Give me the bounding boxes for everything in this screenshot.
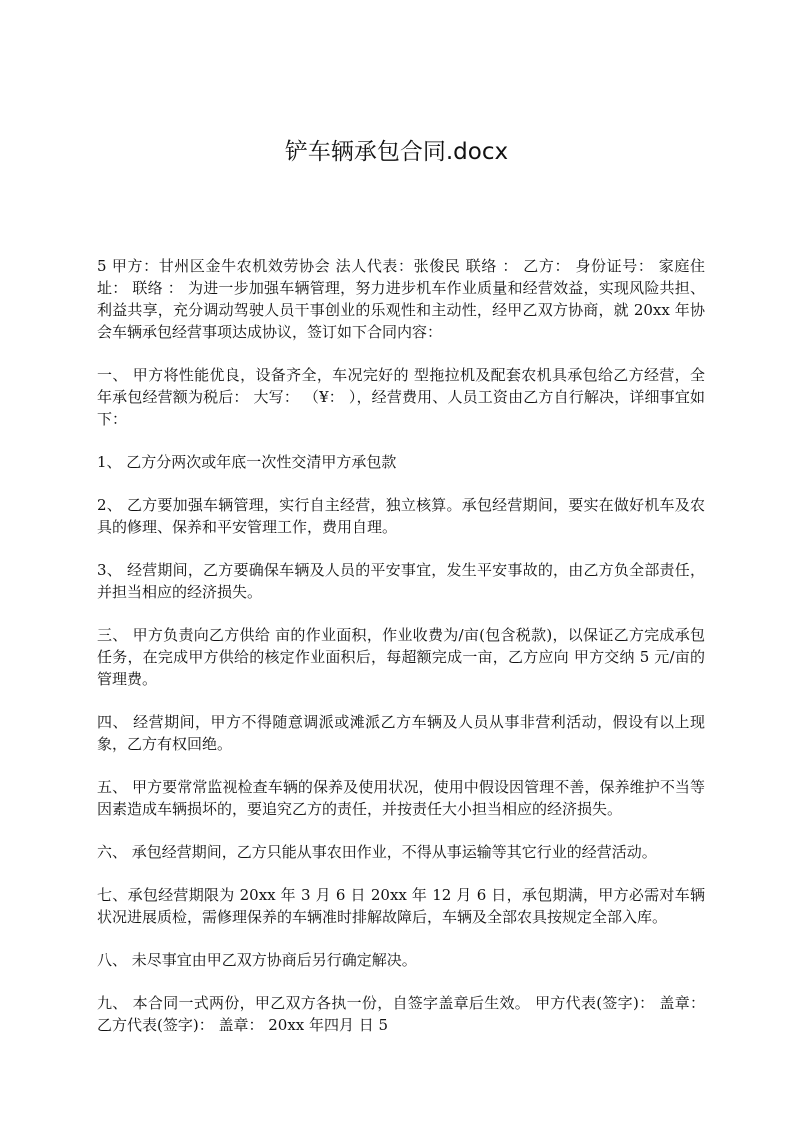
paragraph-intro: 5 甲方：甘州区金牛农机效劳协会 法人代表：张俊民 联络 ： 乙方： 身份证号： 家庭住址： 联络 ： 为进一步加强车辆管理，努力进步机车作业质量和经营效益，实现风险共担、利益共享，充分调动驾驶人员干事创业的乐观性和主动性，经甲乙双方协商，就 20xx 年协会车辆承包经营事项达成协议，签订如下合同内容： xyxy=(97,257,705,341)
document-title: 铲车辆承包合同.docx xyxy=(284,139,509,165)
paragraph-clause-1: 一、 甲方将性能优良，设备齐全，车况完好的 型拖拉机及配套农机具承包给乙方经营，全年承包经营额为税后： 大写： （¥： ），经营费用、人员工资由乙方自行解决，详细事宜如下： xyxy=(97,366,705,428)
paragraph-clause-9: 九、 本合同一式两份，甲乙双方各执一份，自签字盖章后生效。 甲方代表(签字)： 盖章： 乙方代表(签字)： 盖章： 20xx 年四月 日 5 xyxy=(97,994,705,1034)
paragraph-clause-3: 三、 甲方负责向乙方供给 亩的作业面积，作业收费为/亩(包含税款)，以保证乙方完成承包任务，在完成甲方供给的核定作业面积后，每超额完成一亩，乙方应向 甲方交纳 5 元/亩的管理费。 xyxy=(97,626,705,688)
paragraph-clause-5: 五、 甲方要常常监视检查车辆的保养及使用状况，使用中假设因管理不善，保养维护不当等因素造成车辆损坏的，要追究乙方的责任，并按责任大小担当相应的经济损失。 xyxy=(97,778,705,818)
paragraph-clause-8: 八、 未尽事宜由甲乙双方协商后另行确定解决。 xyxy=(97,951,417,969)
paragraph-item-2: 2、 乙方要加强车辆管理，实行自主经营，独立核算。承包经营期间，要实在做好机车及农具的修理、保养和平安管理工作，费用自理。 xyxy=(97,496,705,536)
paragraph-clause-7: 七、承包经营期限为 20xx 年 3 月 6 日 20xx 年 12 月 6 日，承包期满，甲方必需对车辆状况进展质检，需修理保养的车辆准时排解故障后，车辆及全部农具按规定全部入库。 xyxy=(97,886,705,926)
paragraph-clause-6: 六、 承包经营期间，乙方只能从事农田作业，不得从事运输等其它行业的经营活动。 xyxy=(97,843,657,861)
paragraph-item-1: 1、 乙方分两次或年底一次性交清甲方承包款 xyxy=(97,453,397,471)
paragraph-item-3: 3、 经营期间，乙方要确保车辆及人员的平安事宜，发生平安事故的，由乙方负全部责任，并担当相应的经济损失。 xyxy=(97,561,705,601)
paragraph-clause-4: 四、 经营期间，甲方不得随意调派或滩派乙方车辆及人员从事非营利活动，假设有以上现象，乙方有权回绝。 xyxy=(97,713,705,753)
document-body xyxy=(97,255,705,1036)
